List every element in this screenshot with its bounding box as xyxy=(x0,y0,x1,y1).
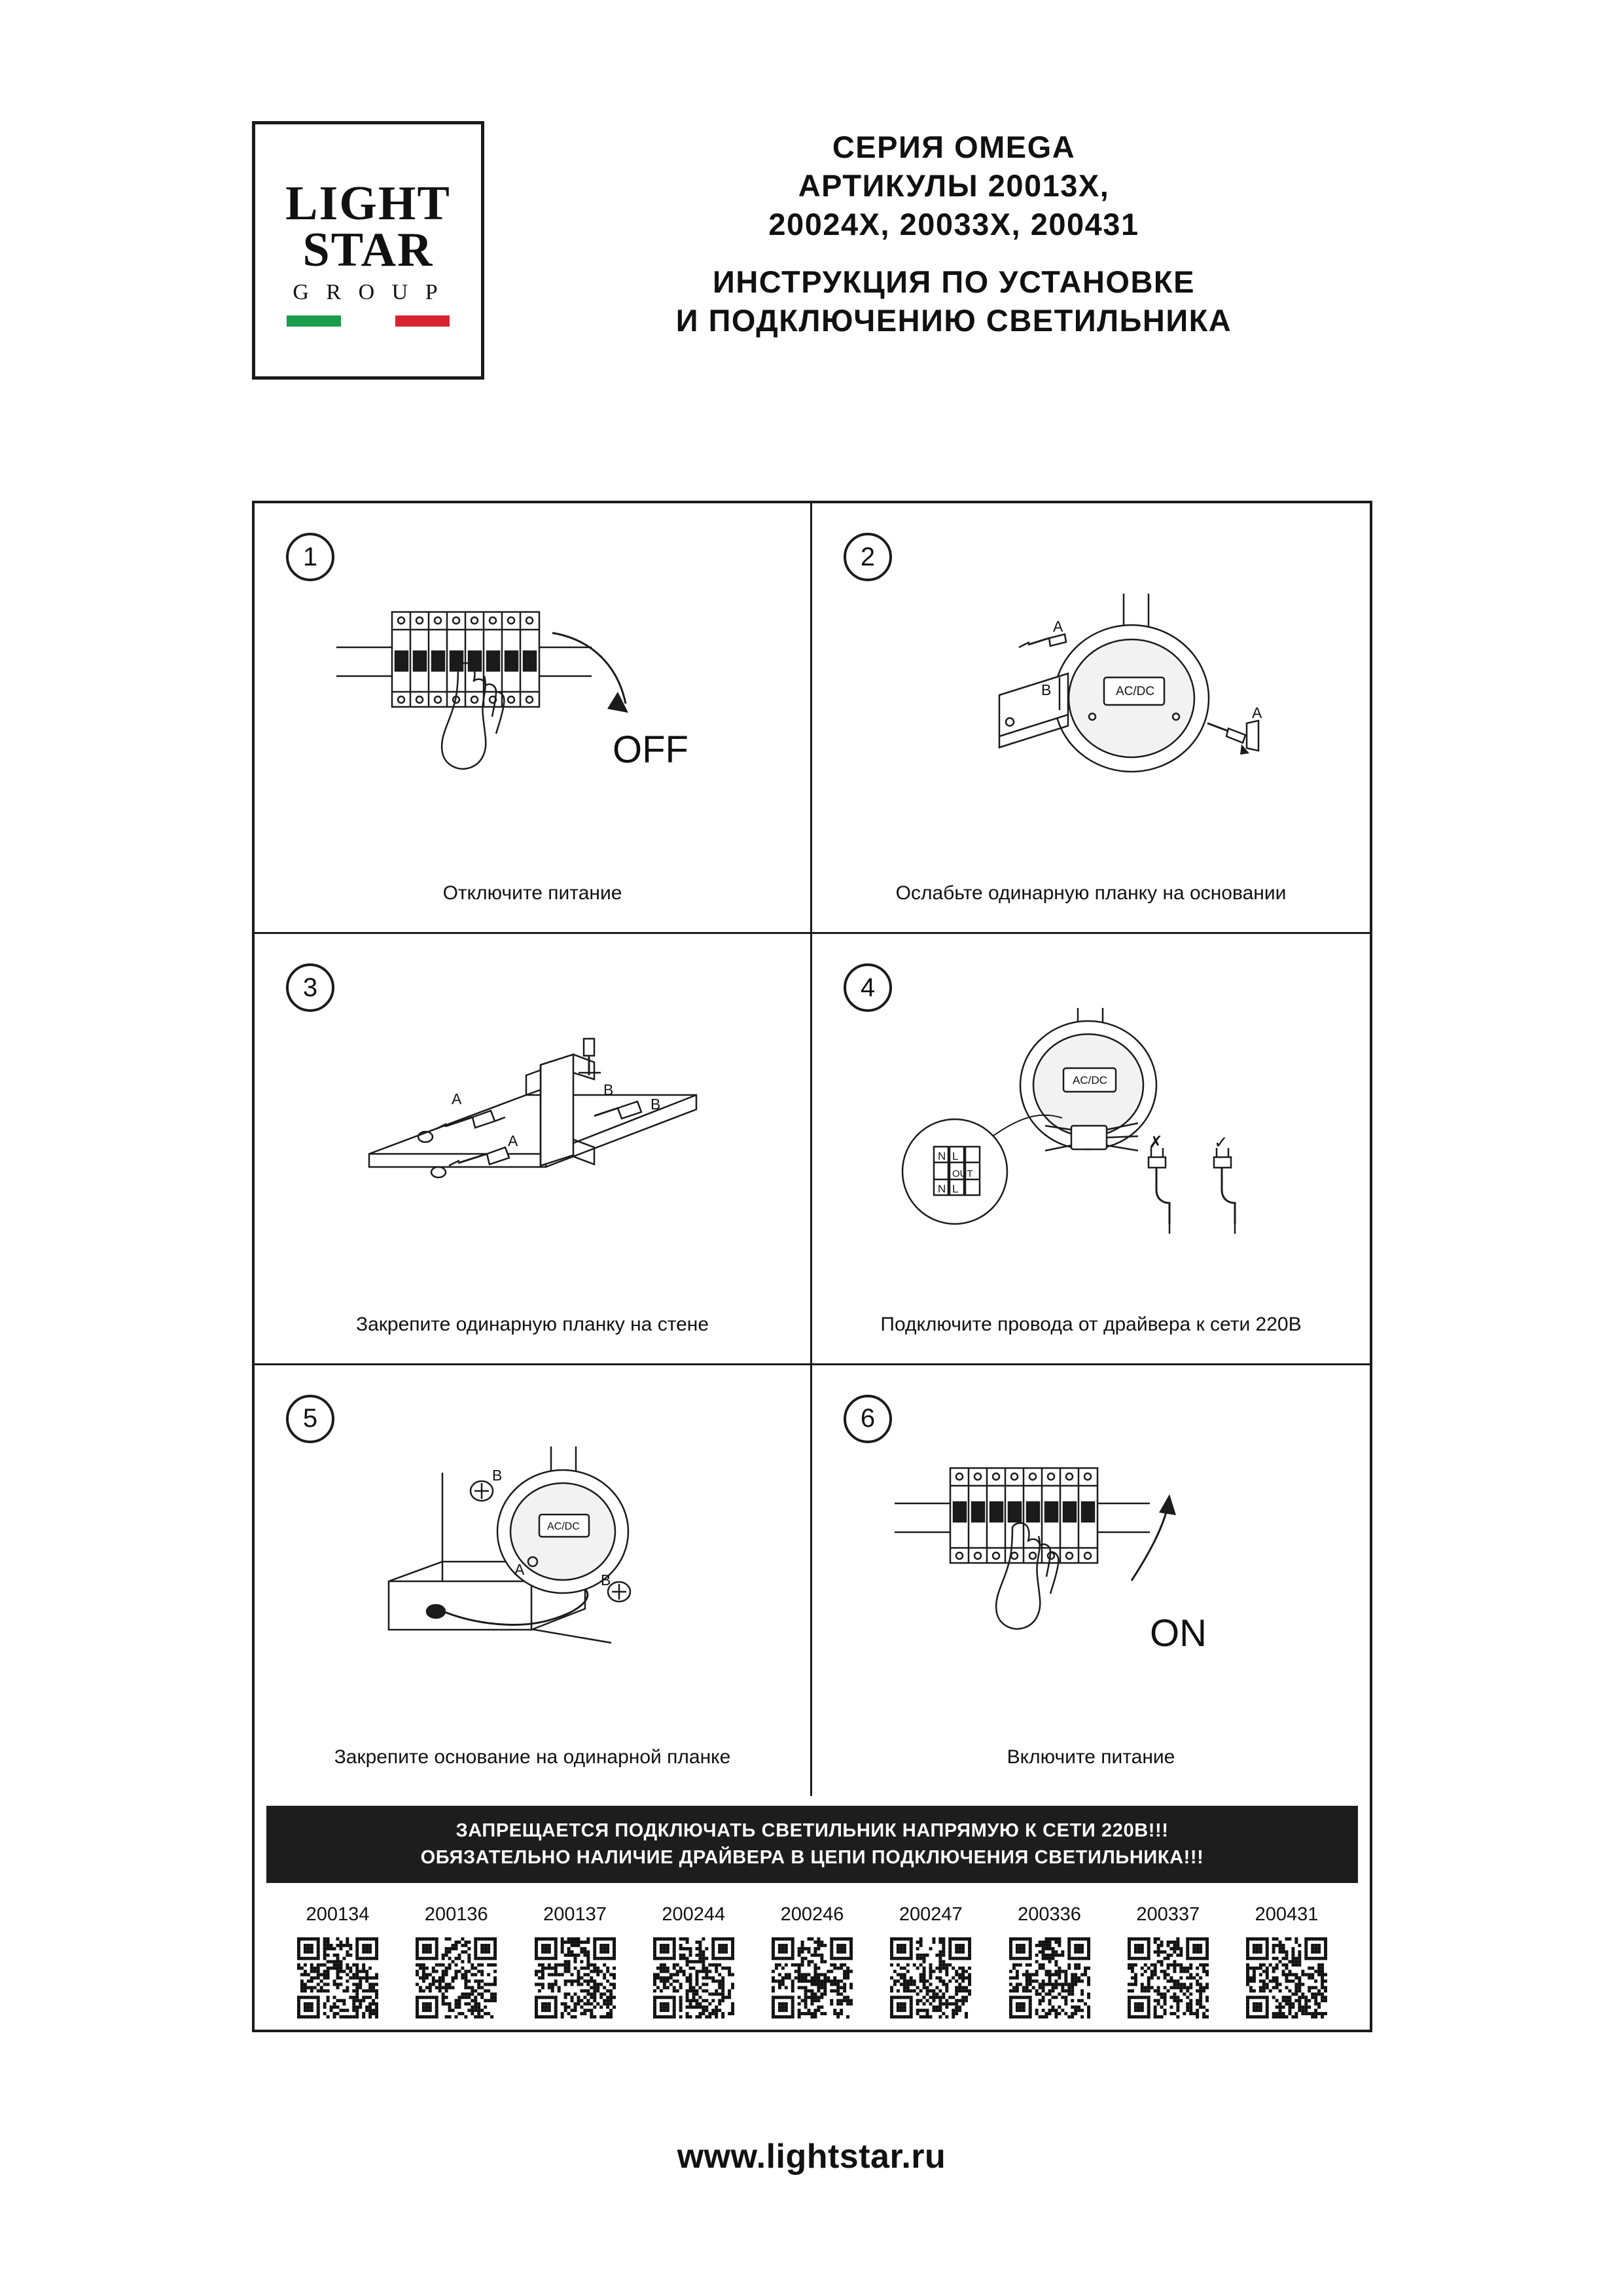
svg-text:B: B xyxy=(600,1571,611,1588)
step-caption-4: Подключите провода от драйвера к сети 220В xyxy=(880,1313,1302,1335)
qr-code-image[interactable] xyxy=(535,1937,616,2018)
step-number-1: 1 xyxy=(286,533,334,581)
step-caption-2: Ослабьте одинарную планку на основании xyxy=(895,882,1287,905)
warning-line-2: ОБЯЗАТЕЛЬНО НАЛИЧИЕ ДРАЙВЕРА В ЦЕПИ ПОДКЛЮЧЕНИЯ СВЕТИЛЬНИКА!!! xyxy=(420,1847,1204,1868)
qr-code-label: 200247 xyxy=(899,1904,963,1925)
svg-text:AC/DC: AC/DC xyxy=(1073,1073,1107,1086)
qr-code-item xyxy=(995,1904,1105,2018)
svg-text:B: B xyxy=(1041,681,1052,698)
page-title-articles-2: 20024X, 20033X, 200431 xyxy=(768,207,1139,242)
logo-text-light: LIGHT xyxy=(285,176,451,230)
step-cell-3 xyxy=(255,934,812,1365)
step-number-3: 3 xyxy=(286,963,334,1012)
step-cell-1 xyxy=(255,503,812,934)
italy-flag-icon xyxy=(287,315,450,327)
qr-code-image[interactable] xyxy=(653,1937,734,2018)
steps-grid xyxy=(255,503,1370,1796)
step-caption-6: Включите питание xyxy=(1007,1746,1175,1768)
page-title-series: СЕРИЯ OMEGA xyxy=(832,130,1076,164)
svg-text:B: B xyxy=(491,1466,502,1484)
logo-text-group: G R O U P xyxy=(293,280,444,305)
step-illustration-3 xyxy=(255,973,810,1291)
page-subtitle-2: И ПОДКЛЮЧЕНИЮ СВЕТИЛЬНИКА xyxy=(675,302,1232,338)
step-illustration-5 xyxy=(255,1405,810,1724)
step-illustration-6 xyxy=(812,1405,1370,1724)
svg-text:✓: ✓ xyxy=(1214,1132,1228,1152)
step-number-5: 5 xyxy=(286,1395,334,1443)
logo-text-star: STAR xyxy=(302,223,434,277)
qr-code-item xyxy=(1232,1904,1342,2018)
qr-code-item xyxy=(520,1904,630,2018)
page-subtitle-1: ИНСТРУКЦИЯ ПО УСТАНОВКЕ xyxy=(713,264,1195,299)
svg-text:OUT: OUT xyxy=(952,1168,973,1179)
qr-code-image[interactable] xyxy=(416,1937,497,2018)
qr-code-item xyxy=(283,1904,393,2018)
qr-code-item xyxy=(639,1904,749,2018)
warning-line-1: ЗАПРЕЩАЕТСЯ ПОДКЛЮЧАТЬ СВЕТИЛЬНИК НАПРЯМУЮ К СЕТИ 220В!!! xyxy=(455,1820,1169,1841)
qr-code-image[interactable] xyxy=(1128,1937,1209,2018)
svg-text:A: A xyxy=(1252,704,1262,721)
step-number-6: 6 xyxy=(844,1395,892,1443)
svg-text:✗: ✗ xyxy=(1149,1132,1163,1152)
qr-code-item xyxy=(876,1904,986,2018)
qr-code-label: 200134 xyxy=(306,1904,370,1925)
qr-code-label: 200136 xyxy=(424,1904,488,1925)
svg-text:L: L xyxy=(952,1182,959,1195)
qr-code-label: 200137 xyxy=(543,1904,607,1925)
svg-text:N: N xyxy=(938,1182,946,1195)
qr-code-image[interactable] xyxy=(1009,1937,1090,2018)
qr-code-item xyxy=(1113,1904,1223,2018)
page-title-articles-1: АРТИКУЛЫ 20013X, xyxy=(798,168,1110,204)
instructions-panel xyxy=(252,501,1372,2032)
document-header xyxy=(252,121,1371,383)
svg-text:A: A xyxy=(451,1090,461,1107)
step-number-4: 4 xyxy=(844,963,892,1012)
step-illustration-1 xyxy=(255,543,810,860)
qr-code-image[interactable] xyxy=(890,1937,971,2018)
qr-code-label: 200337 xyxy=(1136,1904,1200,1925)
qr-code-label: 200246 xyxy=(780,1904,844,1925)
svg-text:OFF: OFF xyxy=(612,728,688,771)
warning-banner xyxy=(266,1806,1358,1883)
brand-logo xyxy=(252,121,484,380)
qr-code-image[interactable] xyxy=(1246,1937,1327,2018)
svg-text:B: B xyxy=(650,1095,660,1113)
qr-code-label: 200431 xyxy=(1255,1904,1319,1925)
qr-code-image[interactable] xyxy=(297,1937,378,2018)
step-illustration-2 xyxy=(812,543,1370,860)
qr-code-label: 200336 xyxy=(1018,1904,1081,1925)
svg-text:A: A xyxy=(514,1560,524,1578)
qr-code-image[interactable] xyxy=(772,1937,853,2018)
svg-text:AC/DC: AC/DC xyxy=(546,1520,580,1532)
svg-text:L: L xyxy=(952,1149,959,1162)
svg-text:AC/DC: AC/DC xyxy=(1116,684,1155,698)
qr-code-label: 200244 xyxy=(662,1904,726,1925)
svg-text:ON: ON xyxy=(1150,1611,1207,1655)
svg-text:A: A xyxy=(507,1132,518,1149)
svg-text:A: A xyxy=(1053,617,1063,635)
step-cell-2 xyxy=(812,503,1370,934)
qr-code-row xyxy=(266,1904,1358,2018)
qr-code-item xyxy=(401,1904,511,2018)
svg-text:N: N xyxy=(938,1149,946,1162)
title-block xyxy=(484,121,1371,340)
step-illustration-4 xyxy=(812,973,1370,1291)
step-cell-4 xyxy=(812,934,1370,1365)
qr-code-item xyxy=(757,1904,867,2018)
footer-website: www.lightstar.ru xyxy=(677,2138,946,2176)
step-caption-1: Отключите питание xyxy=(442,882,622,905)
step-caption-3: Закрепите одинарную планку на стене xyxy=(355,1313,709,1335)
step-cell-5 xyxy=(255,1365,812,1796)
step-number-2: 2 xyxy=(844,533,892,581)
step-cell-6 xyxy=(812,1365,1370,1796)
svg-text:B: B xyxy=(603,1081,613,1098)
step-caption-5: Закрепите основание на одинарной планке xyxy=(334,1746,731,1768)
